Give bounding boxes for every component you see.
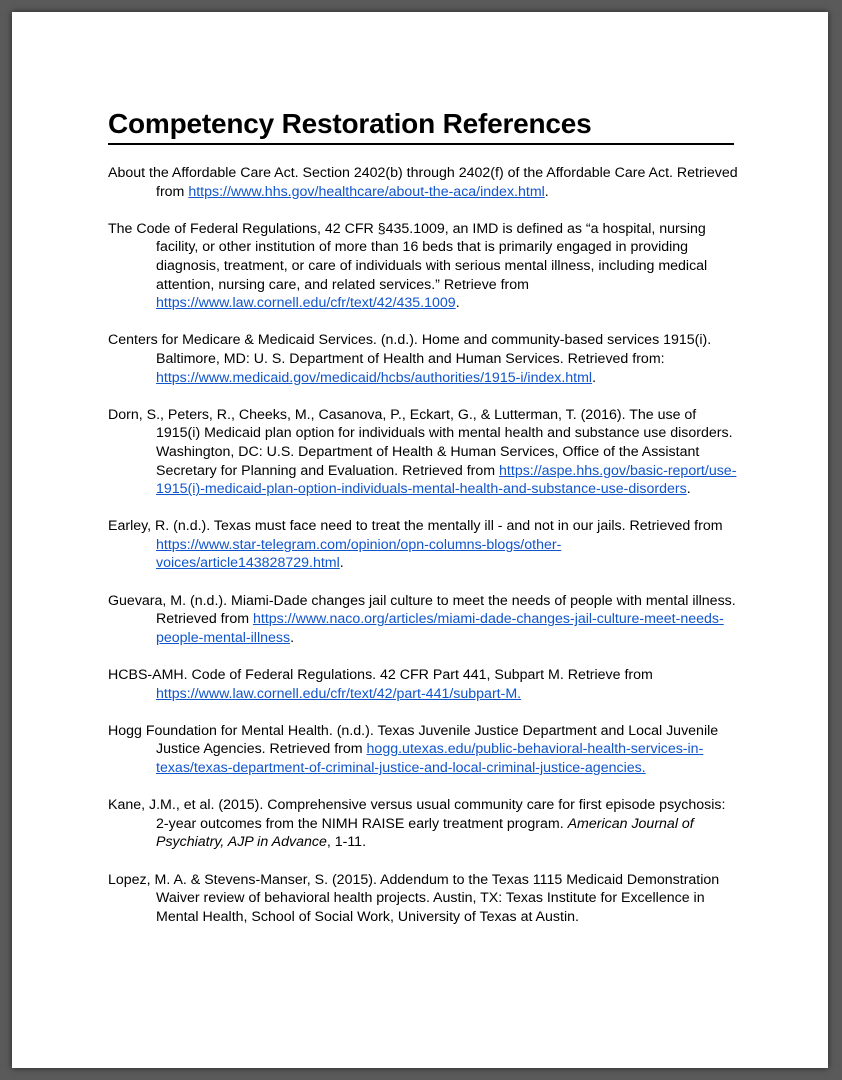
reference-after: . bbox=[592, 369, 597, 386]
reference-text: Earley, R. (n.d.). Texas must face need to treat the mentally ill - and not in our jails. Retrieved from bbox=[108, 518, 723, 535]
reference-text: HCBS-AMH. Code of Federal Regulations. 42 CFR Part 441, Subpart M. Retrieve from bbox=[108, 667, 653, 684]
reference-after: . bbox=[544, 183, 549, 200]
reference-text: Guevara, M. (n.d.). Miami-Dade changes jail culture to meet the needs of people with mental illness. Retrieved from bbox=[108, 592, 736, 628]
reference-text: Centers for Medicare & Medicaid Services. (n.d.). Home and community-based services 1915(i). Baltimore, MD: U. S. Department of Health and Human Services. Retrieved from: bbox=[108, 332, 712, 367]
reference-link[interactable]: https://www.law.cornell.edu/cfr/text/42/part-441/subpart-M. bbox=[156, 685, 522, 702]
reference-link[interactable]: https://www.medicaid.gov/medicaid/hcbs/authorities/1915-i/index.html bbox=[156, 369, 593, 386]
reference-text: Dorn, S., Peters, R., Cheeks, M., Casanova, P., Eckart, G., & Lutterman, T. (2016). The use of 1915(i) Medicaid plan option for individuals with mental health and substance use disorders. Washington, DC: U.S. Department of Health & Human Services, Office of the Assistant Secretary for Planning and Evaluation. Retrieved from bbox=[108, 406, 733, 479]
reference-item bbox=[108, 406, 738, 499]
reference-item bbox=[108, 517, 738, 573]
reference-text: Hogg Foundation for Mental Health. (n.d.). Texas Juvenile Justice Department and Local Juvenile Justice Agencies. Retrieved from bbox=[108, 722, 719, 758]
reference-link[interactable]: https://www.naco.org/articles/miami-dade-changes-jail-culture-meet-needs-people-mental-illness bbox=[156, 611, 724, 646]
reference-item bbox=[108, 220, 738, 313]
reference-text: Lopez, M. A. & Stevens-Manser, S. (2015). Addendum to the Texas 1115 Medicaid Demonstration Waiver review of behavioral health projects. Austin, TX: Texas Institute for Excellence in Mental Health, School of Social Work, University of Texas at Austin. bbox=[108, 871, 720, 925]
reference-link[interactable]: hogg.utexas.edu/public-behavioral-health-services-in-texas/texas-department-of-criminal-justice-and-local-criminal-justice-agencies. bbox=[156, 741, 704, 776]
reference-after: . bbox=[339, 555, 344, 572]
reference-item bbox=[108, 796, 738, 852]
reference-link[interactable]: https://www.star-telegram.com/opinion/opn-columns-blogs/other-voices/article143828729.html bbox=[156, 536, 562, 572]
reference-link[interactable]: https://aspe.hhs.gov/basic-report/use-1915(i)-medicaid-plan-option-individuals-mental-health-and-substance-use-disorders bbox=[156, 462, 737, 498]
reference-item bbox=[108, 164, 738, 201]
reference-item bbox=[108, 331, 738, 387]
reference-item bbox=[108, 871, 738, 927]
page-title: Competency Restoration References bbox=[108, 108, 734, 145]
document-page bbox=[12, 12, 828, 1068]
reference-after: . bbox=[455, 295, 460, 312]
reference-text: The Code of Federal Regulations, 42 CFR §435.1009, an IMD is defined as “a hospital, nursing facility, or other institution of more than 16 beds that is primarily engaged in providing diagnosis, treatment, or care of individuals with serious mental illness, including medical attention, nursing care, and related services.” Retrieve from bbox=[108, 220, 708, 293]
reference-item bbox=[108, 666, 738, 703]
reference-list bbox=[108, 164, 738, 945]
reference-link[interactable]: https://www.law.cornell.edu/cfr/text/42/435.1009 bbox=[156, 295, 456, 312]
reference-text: Kane, J.M., et al. (2015). Comprehensive versus usual community care for first episode psychosis: 2-year outcomes from the NIMH RAISE early treatment program. bbox=[108, 797, 726, 832]
reference-item bbox=[108, 722, 738, 778]
reference-after: . bbox=[290, 629, 295, 646]
reference-text: About the Affordable Care Act. Section 2402(b) through 2402(f) of the Affordable Care Act. Retrieved from bbox=[108, 165, 738, 200]
reference-item bbox=[108, 592, 738, 648]
reference-link[interactable]: https://www.hhs.gov/healthcare/about-the-aca/index.html bbox=[188, 183, 545, 200]
reference-after: . bbox=[686, 481, 691, 498]
reference-journal: American Journal of Psychiatry, AJP in Advance bbox=[156, 815, 694, 851]
reference-after: , 1-11. bbox=[326, 834, 367, 851]
